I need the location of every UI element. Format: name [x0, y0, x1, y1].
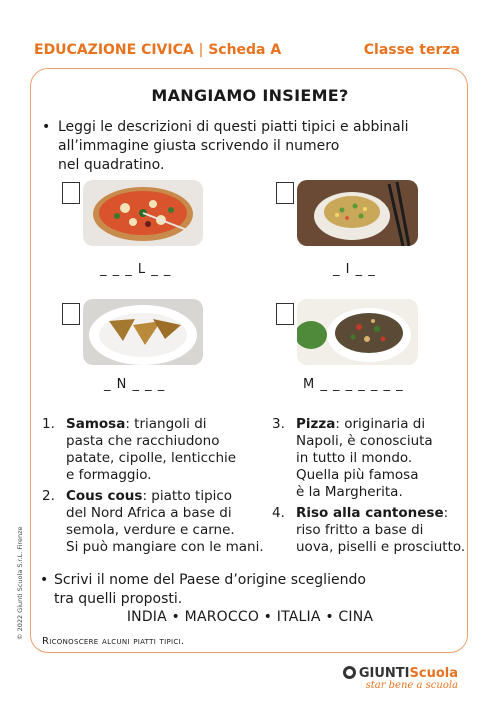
samosa-photo	[83, 299, 203, 365]
dish-line: in tutto il mondo.	[296, 450, 413, 466]
dish-name: Samosa	[66, 416, 126, 432]
dish-line: riso fritto a base di	[296, 522, 424, 538]
dish-name: Cous cous	[66, 488, 143, 504]
intro-line: nel quadratino.	[58, 157, 165, 173]
logo-brand: GIUNTI	[358, 666, 410, 681]
page-title: MANGIAMO INSIEME?	[151, 86, 349, 105]
intro-line: all’immagine giusta scrivendo il numero	[58, 138, 340, 154]
blank-rice: _ I _ _	[333, 262, 376, 277]
question-line: Scrivi il nome del Paese d’origine scegliendo	[54, 572, 366, 588]
question-line: tra quelli proposti.	[54, 591, 183, 607]
bullet-icon: •	[40, 572, 49, 588]
dish-name: Riso alla cantonese	[296, 505, 444, 521]
bullet-icon: •	[42, 119, 51, 135]
header-separator: |	[198, 42, 204, 58]
answer-box-pizza[interactable]	[62, 182, 80, 204]
copyright: © 2022 Giunti Scuola S.r.L. Firenze	[16, 526, 24, 640]
dish-line: : piatto tipico	[142, 488, 233, 504]
item-number: 2.	[42, 488, 55, 504]
intro-line: Leggi le descrizioni di questi piatti tipici e abbinali	[58, 119, 409, 135]
logo-g-icon	[343, 666, 356, 679]
dish-description-2	[42, 488, 272, 556]
dish-name: Pizza	[296, 416, 336, 432]
countries-question	[40, 571, 460, 609]
header-subject	[34, 42, 281, 58]
item-number: 4.	[272, 505, 285, 521]
item-number: 1.	[42, 416, 55, 432]
dish-line: uova, piselli e prosciutto.	[296, 539, 466, 555]
dish-line: pasta che racchiudono	[66, 433, 220, 449]
intro-text	[44, 118, 444, 175]
giunti-scuola-logo	[343, 666, 458, 691]
dish-line: Si può mangiare con le mani.	[66, 539, 264, 555]
dish-line: e formaggio.	[66, 467, 152, 483]
blank-pizza: _ _ _ L _ _	[100, 262, 172, 277]
dish-line: patate, cipolle, lenticchie	[66, 450, 237, 466]
blank-couscous: M _ _ _ _ _ _ _	[303, 377, 404, 392]
dish-description-3	[272, 416, 472, 501]
dish-description-1	[42, 416, 262, 484]
answer-box-rice[interactable]	[276, 182, 294, 204]
item-number: 3.	[272, 416, 285, 432]
dish-description-4	[272, 505, 472, 556]
dish-line: del Nord Africa a base di	[66, 505, 232, 521]
dish-line: Quella più famosa	[296, 467, 419, 483]
logo-brand-scuola: Scuola	[409, 666, 458, 681]
dish-line: Napoli, è conosciuta	[296, 433, 433, 449]
dish-line: : triangoli di	[125, 416, 207, 432]
answer-box-couscous[interactable]	[276, 303, 294, 325]
pizza-photo	[83, 180, 203, 246]
answer-box-samosa[interactable]	[62, 303, 80, 325]
dish-line: :	[443, 505, 449, 521]
couscous-photo	[297, 299, 418, 365]
subject-label: EDUCAZIONE CIVICA	[34, 42, 194, 58]
logo-tagline: star bene a scuola	[365, 680, 458, 691]
grade-label: Classe terza	[363, 42, 460, 58]
learning-objective: Riconoscere alcuni piatti tipici.	[42, 636, 185, 647]
dish-line: è la Margherita.	[296, 484, 403, 500]
countries-list: INDIA • MAROCCO • ITALIA • CINA	[126, 609, 374, 625]
dish-line: : originaria di	[335, 416, 426, 432]
fried-rice-photo	[297, 180, 418, 246]
blank-samosa: _ N _ _ _	[104, 377, 166, 392]
sheet-label: Scheda A	[208, 42, 282, 58]
dish-line: semola, verdure e carne.	[66, 522, 235, 538]
